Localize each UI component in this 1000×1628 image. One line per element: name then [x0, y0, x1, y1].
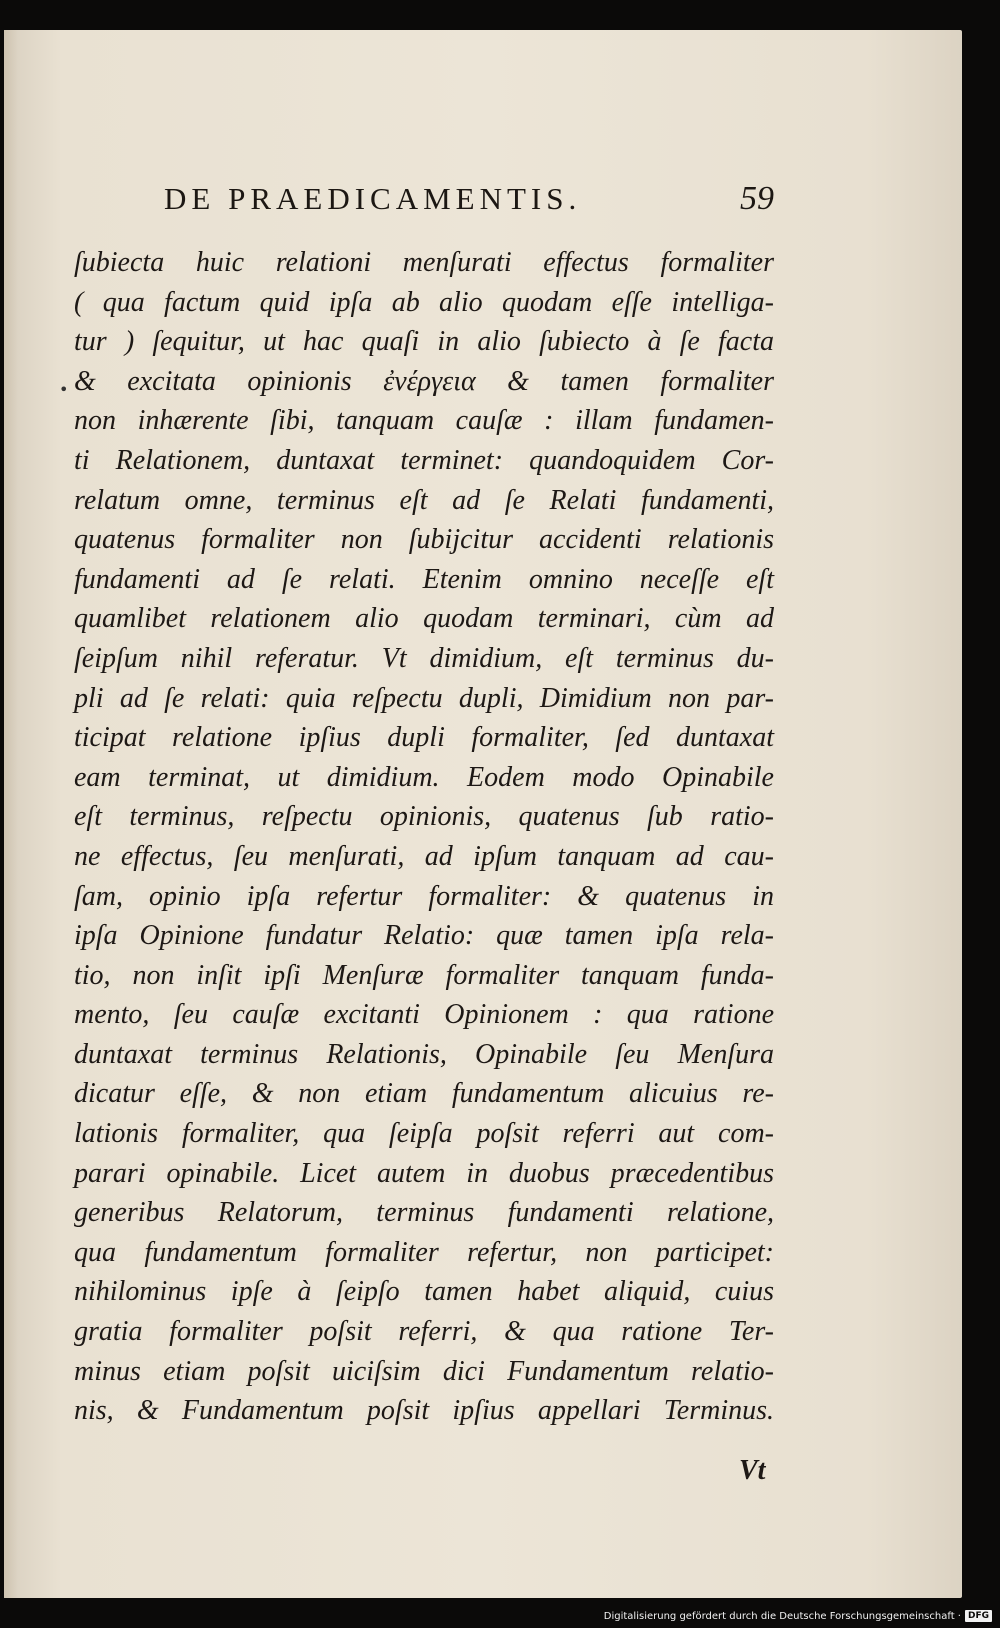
- text-line: eſt terminus, reſpectu opinionis, quatenus ſub ratio-: [74, 801, 774, 833]
- text-line: generibus Relatorum, terminus fundamenti relatione,: [74, 1197, 774, 1229]
- page-header: [164, 180, 774, 218]
- text-line: ticipat relatione ipſius dupli formaliter, ſed duntaxat: [74, 722, 774, 754]
- dfg-logo: DFG: [965, 1610, 992, 1622]
- text-line: gratia formaliter poſsit referri, & qua ratione Ter-: [74, 1316, 774, 1348]
- text-line: fundamenti ad ſe relati. Etenim omnino neceſſe eſt: [74, 563, 774, 595]
- page-number: 59: [740, 180, 774, 217]
- digitization-footer: [604, 1610, 992, 1622]
- text-line: ſeipſum nihil referatur. Vt dimidium, eſt terminus du-: [74, 642, 774, 674]
- text-line: parari opinabile. Licet autem in duobus præcedentibus: [74, 1157, 774, 1189]
- text-line: ſubiecta huic relationi menſurati effectus formaliter: [74, 247, 774, 278]
- text-line: ipſa Opinione fundatur Relatio: quæ tamen ipſa rela-: [74, 920, 774, 952]
- catchword: Vt: [739, 1455, 766, 1486]
- text-line: duntaxat terminus Relationis, Opinabile ſeu Menſura: [74, 1038, 774, 1070]
- margin-mark-icon: •: [59, 380, 69, 399]
- text-line: lationis formaliter, qua ſeipſa poſsit referri aut com-: [74, 1118, 774, 1150]
- text-line: tio, non inſit ipſi Menſuræ formaliter tanquam funda-: [74, 959, 774, 991]
- text-line: minus etiam poſsit uiciſsim dici Fundamentum relatio-: [74, 1355, 774, 1387]
- text-line: non inhærente ſibi, tanquam cauſæ : illam fundamen-: [74, 405, 774, 437]
- book-page: [4, 30, 962, 1598]
- text-line: ne effectus, ſeu menſurati, ad ipſum tanquam ad cau-: [74, 840, 774, 872]
- text-line: nis, & Fundamentum poſsit ipſius appellari Terminus.: [74, 1395, 774, 1427]
- text-line: relatum omne, terminus eſt ad ſe Relati fundamenti,: [74, 484, 774, 516]
- text-line: tur ) ſequitur, ut hac quaſi in alio ſubiecto à ſe facta: [74, 326, 774, 358]
- text-line: & excitata opinionis ἐνέργεια & tamen formaliter: [74, 365, 774, 397]
- running-title: DE PRAEDICAMENTIS.: [164, 181, 582, 216]
- text-line: pli ad ſe relati: quia reſpectu dupli, Dimidium non par-: [74, 682, 774, 714]
- text-line: quatenus formaliter non ſubijcitur accidenti relationis: [74, 524, 774, 556]
- page-spine-shadow: [4, 30, 18, 1598]
- text-line: dicatur eſſe, & non etiam fundamentum alicuius re-: [74, 1078, 774, 1110]
- footer-credit: Digitalisierung gefördert durch die Deutsche Forschungsgemeinschaft ·: [603, 1610, 961, 1622]
- text-line: mento, ſeu cauſæ excitanti Opinionem : qua ratione: [74, 999, 774, 1031]
- text-line: ti Relationem, duntaxat terminet: quandoquidem Cor-: [74, 444, 774, 476]
- text-line: quamlibet relationem alio quodam terminari, cùm ad: [74, 603, 774, 635]
- text-line: eam terminat, ut dimidium. Eodem modo Opinabile: [74, 761, 774, 793]
- text-line: ſam, opinio ipſa refertur formaliter: & quatenus in: [74, 880, 774, 912]
- text-line: qua fundamentum formaliter refertur, non participet:: [74, 1236, 774, 1268]
- text-line: nihilominus ipſe à ſeipſo tamen habet aliquid, cuius: [74, 1276, 774, 1308]
- body-text: [74, 243, 774, 1431]
- text-line: ( qua factum quid ipſa ab alio quodam eſſe intelliga-: [74, 286, 774, 318]
